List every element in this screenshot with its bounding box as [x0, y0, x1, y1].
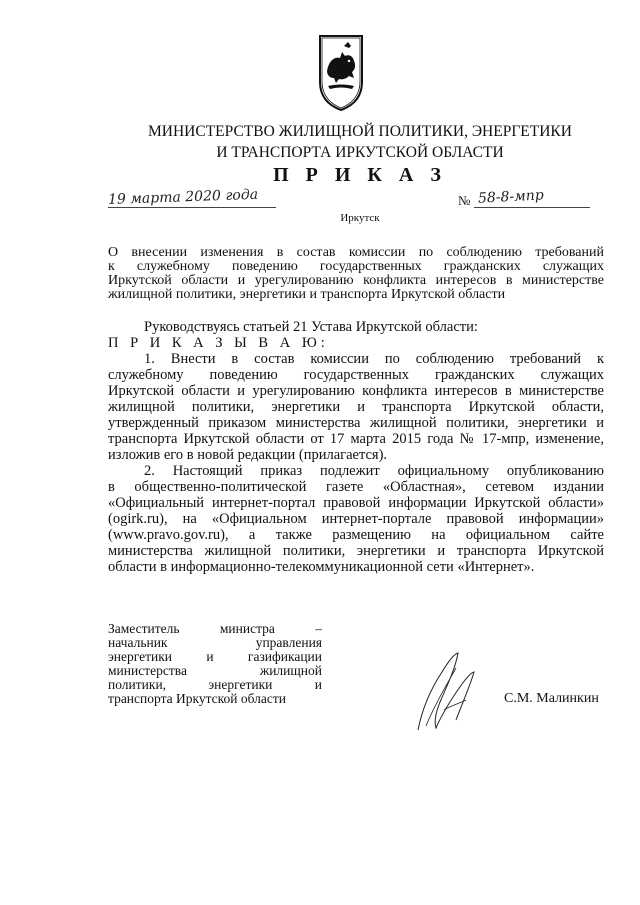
- paragraph-line: транспорта Иркутской области от 17 марта 2015 года № 17-мпр, изменение,: [108, 431, 604, 447]
- order-subject: [108, 246, 604, 302]
- date-underline: [108, 207, 276, 208]
- signer-name: С.М. Малинкин: [504, 691, 599, 706]
- paragraph-line: «Официальный интернет-портал правовой информации Иркутской области»: [108, 495, 604, 511]
- order-body: [108, 319, 604, 575]
- paragraph-line: (www.pravo.gov.ru), а также размещению на официальном сайте: [108, 527, 604, 543]
- paragraph-2: [108, 463, 604, 575]
- paragraph-line: служебному поведению государственных гражданских служащих: [108, 367, 604, 383]
- position-line: транспорта Иркутской области: [108, 691, 287, 706]
- order-word: П Р И К А З Ы В А Ю:: [108, 335, 329, 351]
- subject-line: жилищной политики, энергетики и транспорта Иркутской области: [108, 287, 506, 302]
- subject-line: Иркутской области и урегулированию конфликта интересов в министерстве: [108, 273, 604, 288]
- subject-line: к служебному поведению государственных гражданских служащих: [108, 259, 604, 274]
- paragraph-line: утвержденный приказом министерства жилищной политики, энергетики и: [108, 415, 604, 431]
- paragraph-line: области в информационно-телекоммуникационной сети «Интернет».: [108, 559, 535, 575]
- handwritten-number: 58-8-мпр: [477, 187, 545, 207]
- paragraph-line: в общественно-политической газете «Областная», сетевом издании: [108, 479, 604, 495]
- paragraph-1: [108, 351, 604, 463]
- paragraph-line: Иркутской области и урегулированию конфликта интересов в министерстве: [108, 383, 604, 399]
- signature-icon: [412, 650, 482, 736]
- position-line: энергетики и газификации: [108, 649, 322, 664]
- paragraph-line: изложив его в новой редакции (прилагается).: [108, 447, 388, 463]
- signer-position: [108, 622, 322, 706]
- number-label: №: [458, 193, 471, 208]
- position-line: начальник управления: [108, 635, 322, 650]
- ministry-line-1: МИНИСТЕРСТВО ЖИЛИЩНОЙ ПОЛИТИКИ, ЭНЕРГЕТИКИ: [148, 123, 572, 140]
- coat-of-arms-icon: [318, 34, 364, 112]
- paragraph-line: министерства жилищной политики, энергетики и транспорта Иркутской: [108, 543, 604, 559]
- ministry-name: [100, 121, 620, 163]
- position-line: политики, энергетики и: [108, 677, 322, 692]
- legal-basis: Руководствуясь статьей 21 Устава Иркутской области:: [144, 319, 478, 335]
- number-underline: [474, 207, 590, 208]
- subject-line: О внесении изменения в состав комиссии по соблюдению требований: [108, 245, 604, 260]
- position-line: Заместитель министра –: [108, 621, 322, 636]
- paragraph-line: 1. Внести в состав комиссии по соблюдению требований к: [144, 351, 604, 367]
- paragraph-line: 2. Настоящий приказ подлежит официальному опубликованию: [144, 463, 604, 479]
- city: Иркутск: [340, 212, 380, 224]
- position-line: министерства жилищной: [108, 663, 322, 678]
- ministry-line-2: И ТРАНСПОРТА ИРКУТСКОЙ ОБЛАСТИ: [216, 144, 504, 161]
- handwritten-date: 19 марта 2020 года: [107, 186, 259, 208]
- paragraph-line: жилищной политики, энергетики и транспорта Иркутской области,: [108, 399, 604, 415]
- document-type: П Р И К А З: [273, 164, 447, 186]
- paragraph-line: (ogirk.ru), на «Официальном интернет-портале правовой информации»: [108, 511, 604, 527]
